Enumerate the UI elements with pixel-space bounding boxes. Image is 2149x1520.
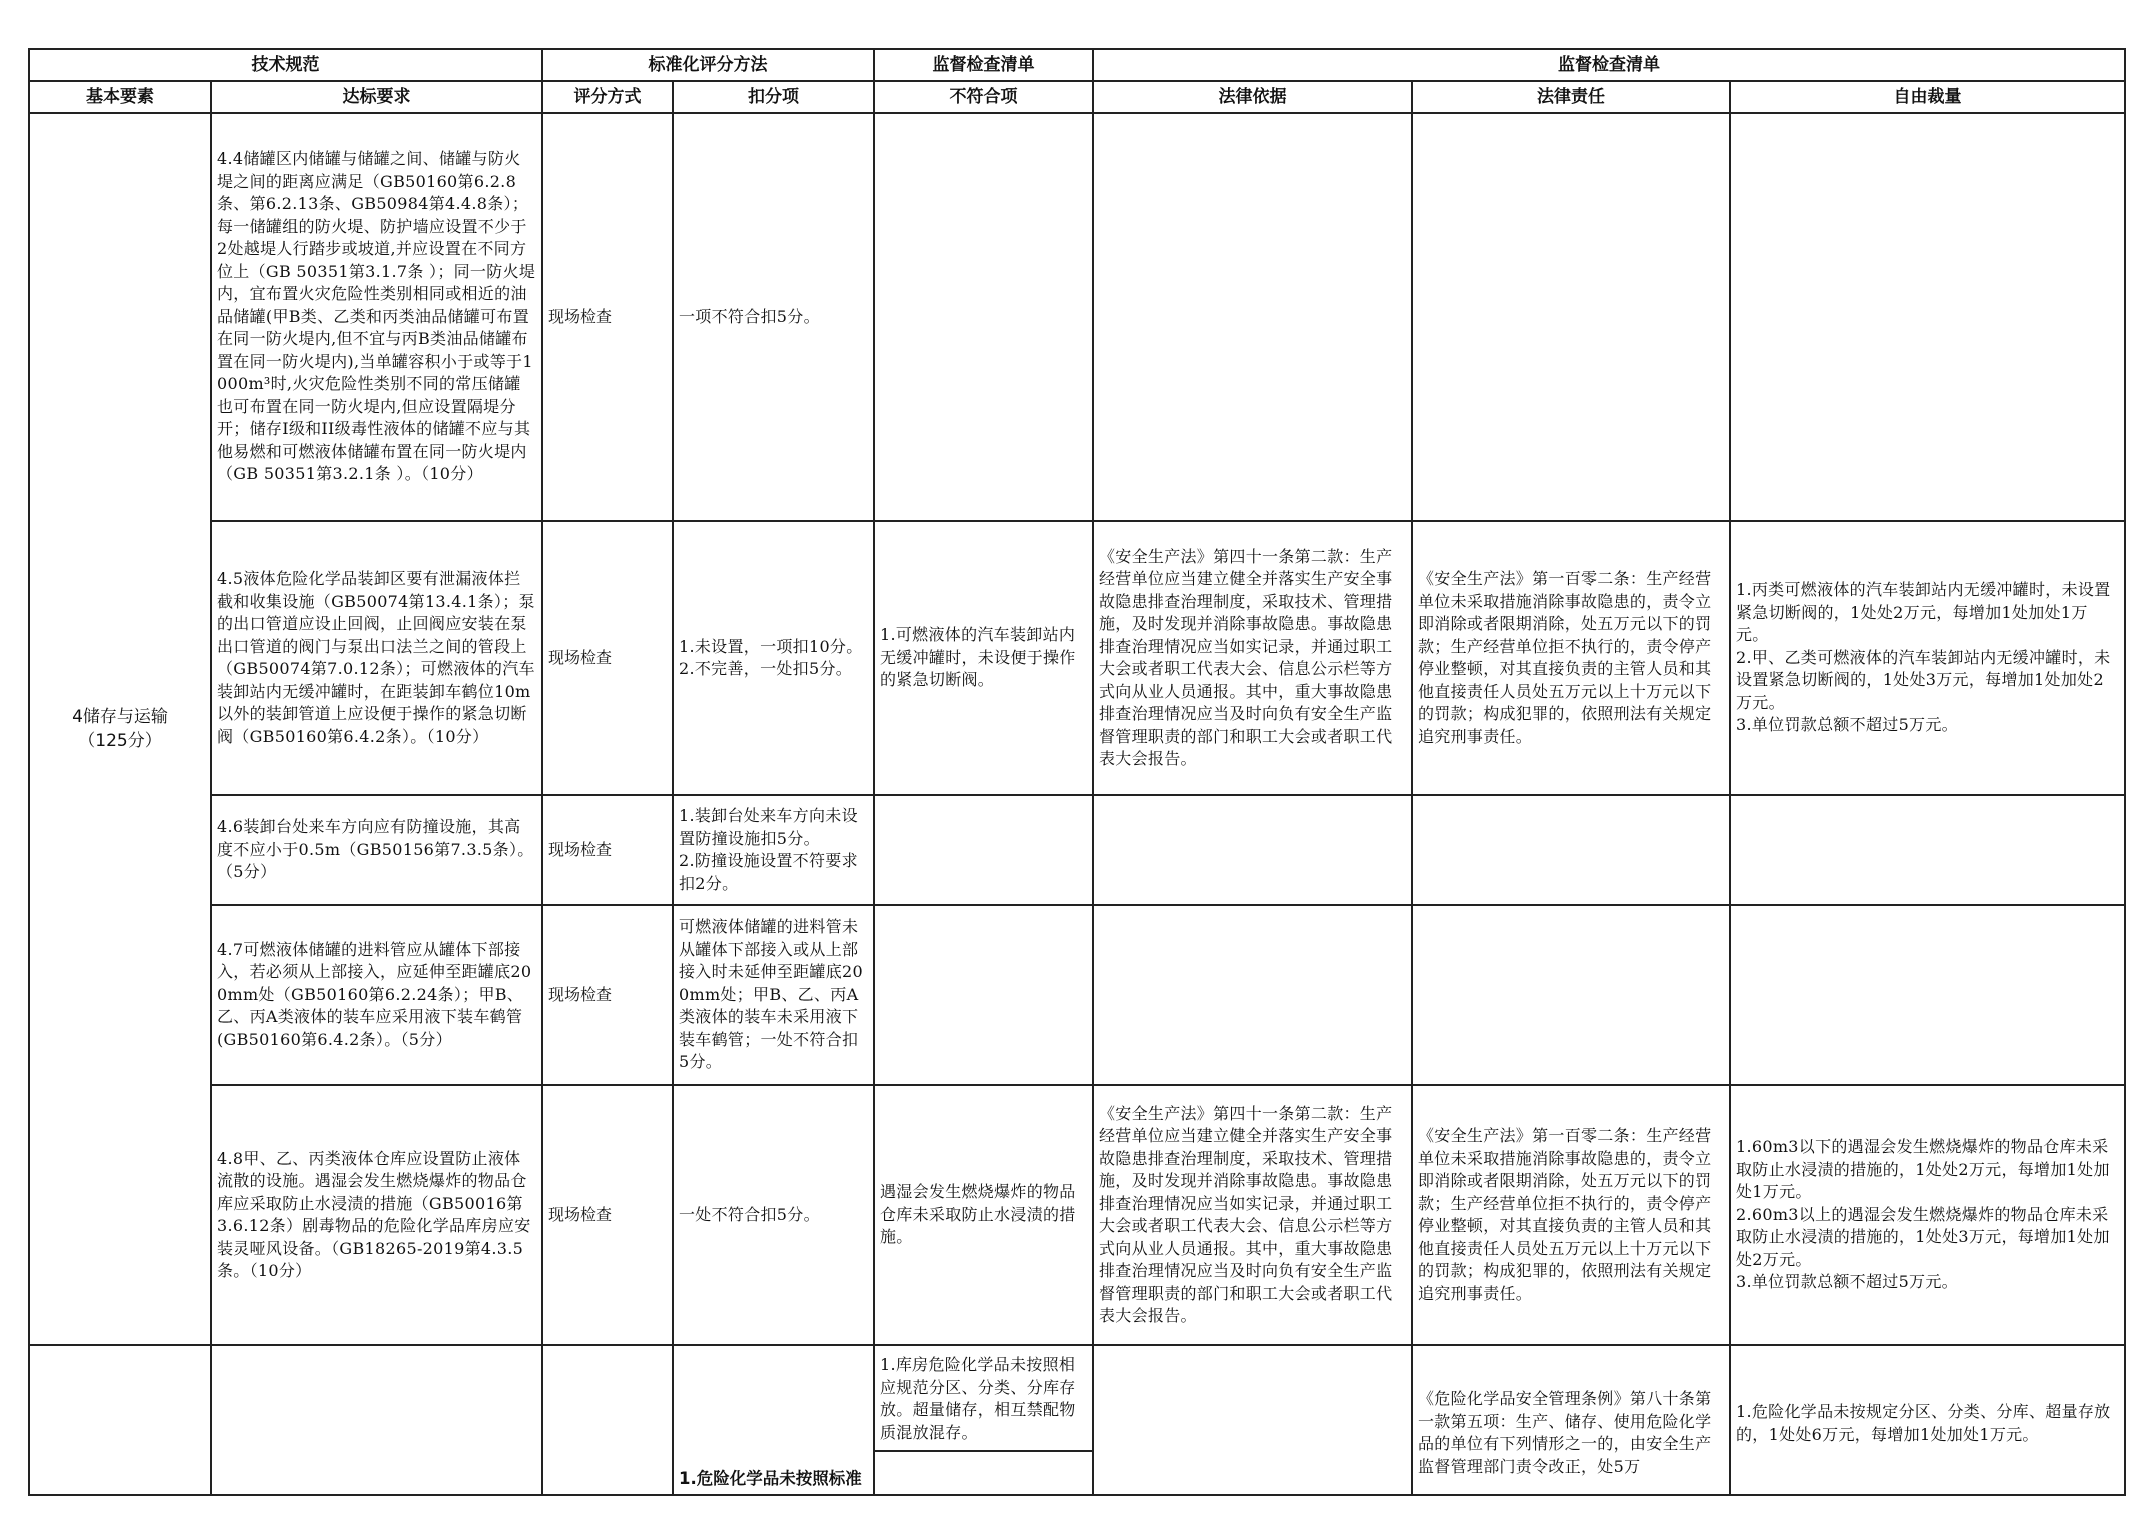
element-score: （125分） [78, 731, 162, 751]
legal-basis-cell [1093, 905, 1412, 1085]
deduction-cell: 可燃液体储罐的进料管未从罐体下部接入或从上部接入时未延伸至距罐底200mm处；甲B、乙、丙A类液体的装车未采用液下装车鹤管；一处不符合扣5分。 [673, 905, 874, 1085]
requirement-cell: 4.7可燃液体储罐的进料管应从罐体下部接入，若必须从上部接入，应延伸至距罐底200mm处（GB50160第6.2.24条）；甲B、乙、丙A类液体的装车应采用液下装车鹤管(GB50160第6.4.2条）。（5分） [211, 905, 542, 1085]
discretion-cell: 1.60m3以下的遇湿会发生燃烧爆炸的物品仓库未采取防止水浸渍的措施的，1处处2万元，每增加1处加处1万元。 2.60m3以上的遇湿会发生燃烧爆炸的物品仓库未采取防止水浸渍的措施的，1处处3万元，每增加1处加处2万元。 3.单位罚款总额不超过5万元。 [1730, 1085, 2125, 1345]
element-cell [29, 113, 211, 1345]
deduction-cell: 1.装卸台处来车方向未设置防撞设施扣5分。 2.防撞设施设置不符要求扣2分。 [673, 795, 874, 905]
legal-basis-cell: 《安全生产法》第四十一条第二款：生产经营单位应当建立健全并落实生产安全事故隐患排查治理制度，采取技术、管理措施，及时发现并消除事故隐患。事故隐患排查治理情况应当如实记录，并通过职工大会或者职工代表大会、信息公示栏等方式向从业人员通报。其中，重大事故隐患排查治理情况应当及时向负有安全生产监督管理职责的部门和职工大会或者职工代表大会报告。 [1093, 521, 1412, 795]
nonconform-cell: 遇湿会发生燃烧爆炸的物品仓库未采取防止水浸渍的措施。 [874, 1085, 1093, 1345]
method-cell: 现场检查 [542, 1085, 673, 1345]
nonconform-cell [874, 795, 1093, 905]
col-element: 基本要素 [29, 81, 211, 113]
requirement-cell: 4.4储罐区内储罐与储罐之间、储罐与防火堤之间的距离应满足（GB50160第6.2.8条、第6.2.13条、GB50984第4.4.8条）；每一储罐组的防火堤、防护墙应设置不少于2处越堤人行踏步或坡道,并应设置在不同方位上（GB 50351第3.1.7条 ）；同一防火堤内，宜布置火灾危险性类别相同或相近的油品储罐(甲B类、乙类和丙类油品储罐可布置在同一防火堤内,但不宜与丙B类油品储罐布置在同一防火堤内),当单罐容积小于或等于1000m³时,火灾危险性类别不同的常压储罐也可布置在同一防火堤内,但应设置隔堤分开；储存I级和II级毒性液体的储罐不应与其他易燃和可燃液体储罐布置在同一防火堤内（GB 50351第3.2.1条 ）。（10分） [211, 113, 542, 521]
inspection-table [28, 48, 2126, 1496]
header-checklist-a: 监督检查清单 [874, 49, 1093, 81]
legal-basis-cell [1093, 1345, 1412, 1495]
table-row [29, 1085, 2125, 1345]
header-checklist-b: 监督检查清单 [1093, 49, 2125, 81]
nonconform-text: 1.库房危险化学品未按照相应规范分区、分类、分库存放。超量储存，相互禁配物质混放混存。 [875, 1346, 1092, 1452]
table-row [29, 1345, 2125, 1495]
col-method: 评分方式 [542, 81, 673, 113]
nonconform-cell: 1.可燃液体的汽车装卸站内无缓冲罐时，未设便于操作的紧急切断阀。 [874, 521, 1093, 795]
discretion-cell [1730, 795, 2125, 905]
method-cell [542, 1345, 673, 1495]
table-row [29, 905, 2125, 1085]
legal-liability-cell: 《安全生产法》第一百零二条：生产经营单位未采取措施消除事故隐患的，责令立即消除或者限期消除，处五万元以下的罚款；生产经营单位拒不执行的，责令停产停业整顿，对其直接负责的主管人员和其他直接责任人员处五万元以上十万元以下的罚款；构成犯罪的，依照刑法有关规定追究刑事责任。 [1412, 1085, 1730, 1345]
table-row [29, 521, 2125, 795]
nonconform-cell [874, 113, 1093, 521]
deduction-cell: 1.危险化学品未按照标准 [673, 1345, 874, 1495]
legal-liability-cell: 《危险化学品安全管理条例》第八十条第一款第五项：生产、储存、使用危险化学品的单位有下列情形之一的，由安全生产监督管理部门责令改正，处5万 [1412, 1345, 1730, 1495]
legal-liability-cell [1412, 795, 1730, 905]
header-tech-spec: 技术规范 [29, 49, 542, 81]
nonconform-cell [874, 1345, 1093, 1495]
element-cell-next [29, 1345, 211, 1495]
col-discretion: 自由裁量 [1730, 81, 2125, 113]
legal-basis-cell [1093, 113, 1412, 521]
requirement-cell: 4.8甲、乙、丙类液体仓库应设置防止液体流散的设施。遇湿会发生燃烧爆炸的物品仓库应采取防止水浸渍的措施（GB50016第3.6.12条）剧毒物品的危险化学品库房应安装灵哑风设备。（GB18265-2019第4.3.5条。（10分） [211, 1085, 542, 1345]
legal-basis-cell: 《安全生产法》第四十一条第二款：生产经营单位应当建立健全并落实生产安全事故隐患排查治理制度，采取技术、管理措施，及时发现并消除事故隐患。事故隐患排查治理情况应当如实记录，并通过职工大会或者职工代表大会、信息公示栏等方式向从业人员通报。其中，重大事故隐患排查治理情况应当及时向负有安全生产监督管理职责的部门和职工大会或者职工代表大会报告。 [1093, 1085, 1412, 1345]
discretion-cell [1730, 905, 2125, 1085]
requirement-cell: 4.6装卸台处来车方向应有防撞设施，其高度不应小于0.5m（GB50156第7.3.5条）。（5分） [211, 795, 542, 905]
discretion-cell: 1.危险化学品未按规定分区、分类、分库、超量存放的，1处处6万元，每增加1处加处1万元。 [1730, 1345, 2125, 1495]
method-cell: 现场检查 [542, 521, 673, 795]
spreadsheet-page [28, 48, 2124, 1488]
nonconform-cell [874, 905, 1093, 1085]
requirement-cell: 4.5液体危险化学品装卸区要有泄漏液体拦截和收集设施（GB50074第13.4.1条）；泵的出口管道应设止回阀，止回阀应安装在泵出口管道的阀门与泵出口法兰之间的管段上（GB50074第7.0.12条）；可燃液体的汽车装卸站内无缓冲罐时，在距装卸车鹤位10m以外的装卸管道上应设便于操作的紧急切断阀（GB50160第6.4.2条）。（10分） [211, 521, 542, 795]
method-cell: 现场检查 [542, 905, 673, 1085]
header-group-row [29, 49, 2125, 81]
table-row [29, 795, 2125, 905]
legal-liability-cell: 《安全生产法》第一百零二条：生产经营单位未采取措施消除事故隐患的，责令立即消除或者限期消除，处五万元以下的罚款；生产经营单位拒不执行的，责令停产停业整顿，对其直接负责的主管人员和其他直接责任人员处五万元以上十万元以下的罚款；构成犯罪的，依照刑法有关规定追究刑事责任。 [1412, 521, 1730, 795]
discretion-cell [1730, 113, 2125, 521]
legal-liability-cell [1412, 113, 1730, 521]
col-requirement: 达标要求 [211, 81, 542, 113]
requirement-cell [211, 1345, 542, 1495]
col-nonconform: 不符合项 [874, 81, 1093, 113]
header-scoring-method: 标准化评分方法 [542, 49, 874, 81]
header-column-row [29, 81, 2125, 113]
deduction-cell: 1.未设置，一项扣10分。 2.不完善，一处扣5分。 [673, 521, 874, 795]
method-cell: 现场检查 [542, 113, 673, 521]
method-cell: 现场检查 [542, 795, 673, 905]
deduction-cell: 一项不符合扣5分。 [673, 113, 874, 521]
discretion-cell: 1.丙类可燃液体的汽车装卸站内无缓冲罐时，未设置紧急切断阀的，1处处2万元，每增加1处加处1万元。 2.甲、乙类可燃液体的汽车装卸站内无缓冲罐时，未设置紧急切断阀的，1处处3万元，每增加1处加处2万元。 3.单位罚款总额不超过5万元。 [1730, 521, 2125, 795]
deduction-cell: 一处不符合扣5分。 [673, 1085, 874, 1345]
table-row [29, 113, 2125, 521]
element-name: 4储存与运输 [72, 707, 168, 727]
col-deduction: 扣分项 [673, 81, 874, 113]
col-legal-basis: 法律依据 [1093, 81, 1412, 113]
col-legal-liability: 法律责任 [1412, 81, 1730, 113]
legal-basis-cell [1093, 795, 1412, 905]
legal-liability-cell [1412, 905, 1730, 1085]
